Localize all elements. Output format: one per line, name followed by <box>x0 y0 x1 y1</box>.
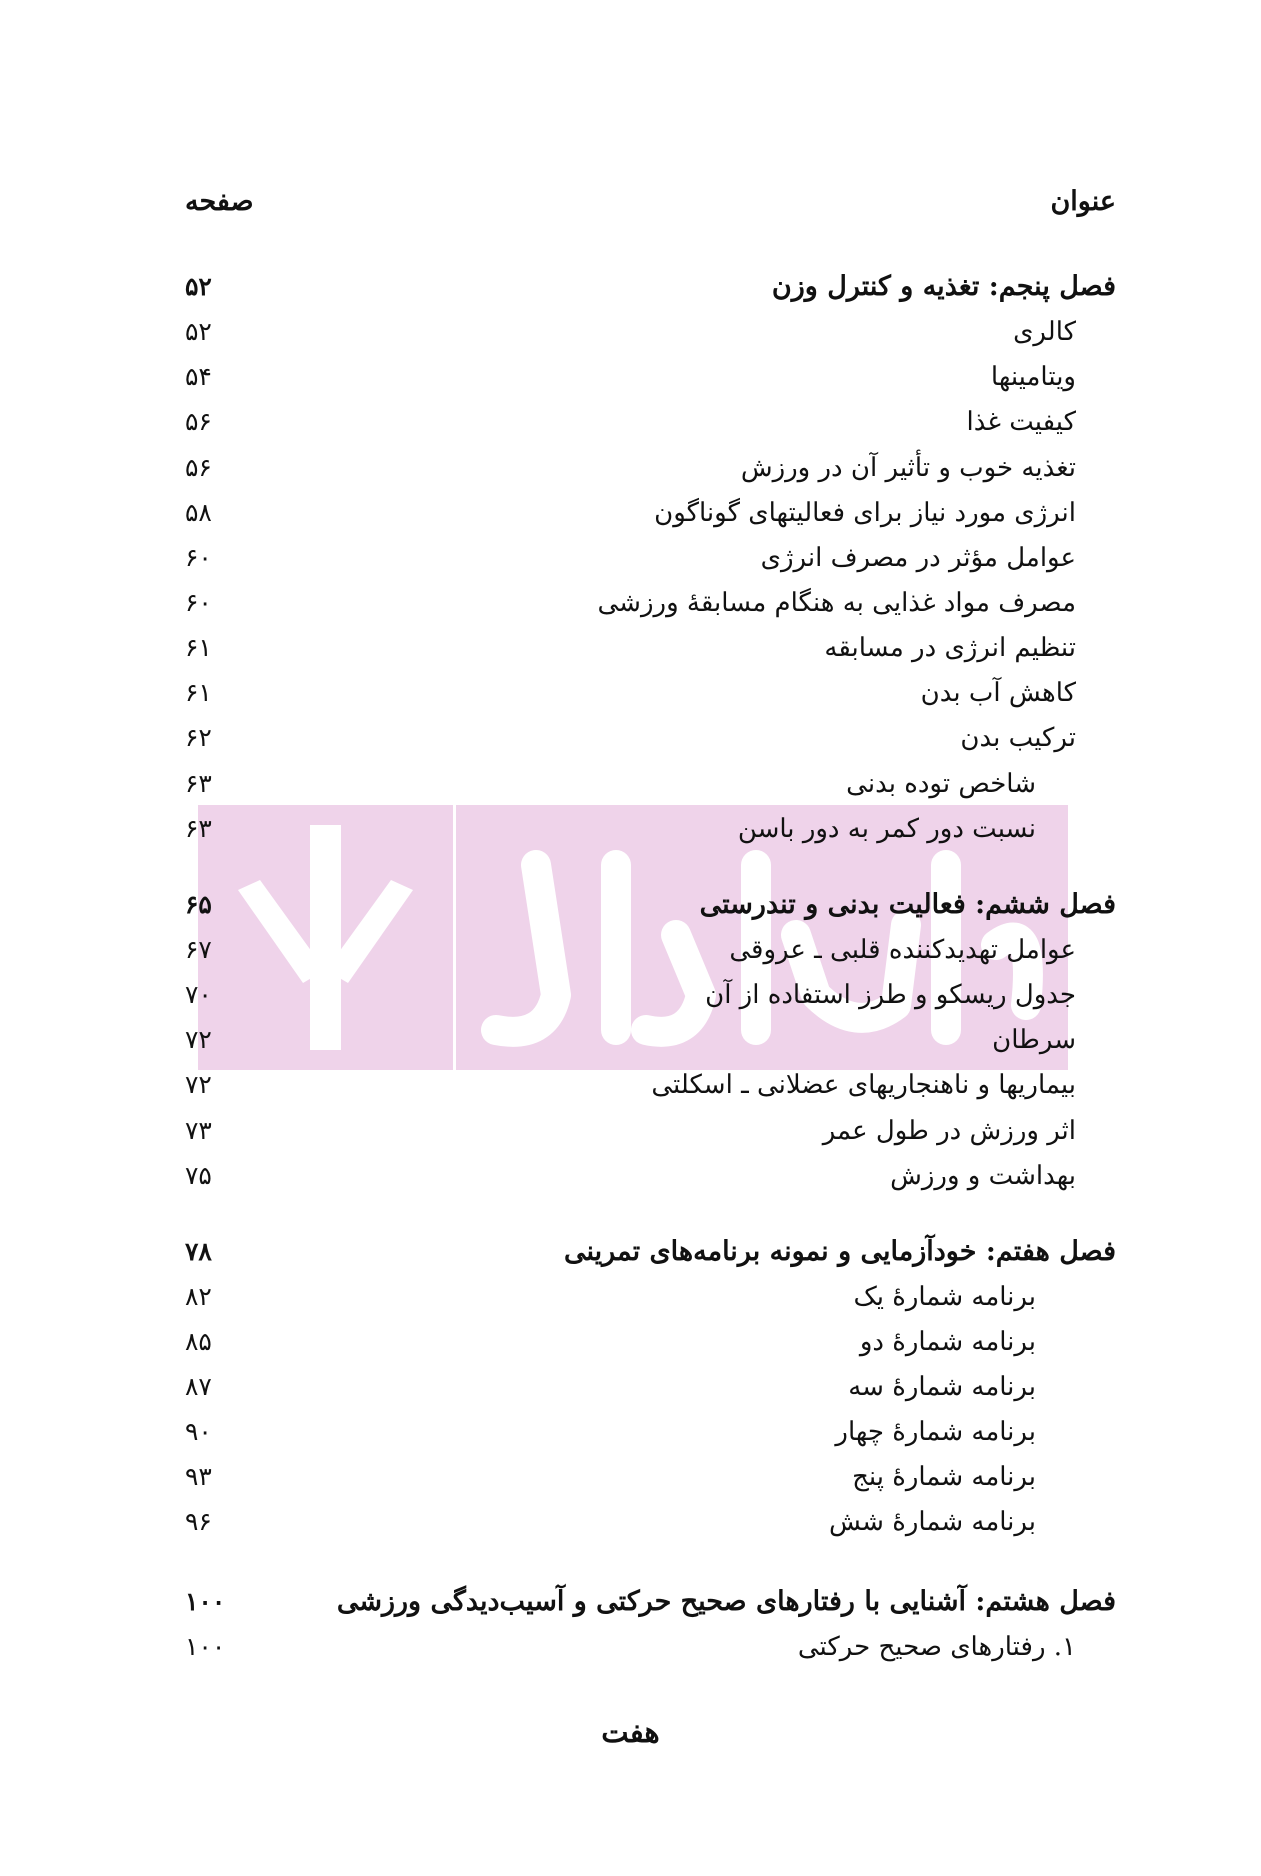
toc-entry-page: ۵۲ <box>185 317 212 346</box>
toc-entry-page: ۹۶ <box>185 1507 212 1536</box>
toc-entry-title: کالری <box>1013 317 1076 347</box>
toc-entry-page: ۷۰ <box>185 980 212 1009</box>
toc-entry-page: ۷۵ <box>185 1161 212 1190</box>
toc-entry-page: ۱۰۰ <box>185 1587 226 1616</box>
toc-entry-row <box>0 716 1261 760</box>
toc-entry-page: ۶۰ <box>185 588 212 617</box>
toc-entry-row <box>0 581 1261 625</box>
toc-chapter-row <box>0 883 1261 927</box>
toc-chapter-row <box>0 1580 1261 1624</box>
toc-entry-row <box>0 536 1261 580</box>
toc-entry-page: ۷۲ <box>185 1070 212 1099</box>
toc-entry-title: تنظیم انرژی در مسابقه <box>824 633 1076 663</box>
toc-entry-page: ۶۱ <box>185 633 212 662</box>
toc-entry-row <box>0 671 1261 715</box>
toc-entry-title: ۱. رفتارهای صحیح حرکتی <box>797 1632 1076 1662</box>
toc-entry-row <box>0 626 1261 670</box>
toc-entry-page: ۵۸ <box>185 498 212 527</box>
toc-entry-title: کیفیت غذا <box>966 407 1076 437</box>
toc-entry-row <box>0 1018 1261 1062</box>
toc-entry-row <box>0 446 1261 490</box>
toc-entry-row <box>0 1275 1261 1319</box>
toc-entry-row <box>0 1154 1261 1198</box>
toc-entry-row <box>0 807 1261 851</box>
page-number-footer: هفت <box>601 1715 660 1749</box>
toc-entry-row <box>0 1320 1261 1364</box>
toc-entry-page: ۹۳ <box>185 1462 212 1491</box>
toc-entry-page: ۵۶ <box>185 453 212 482</box>
toc-entry-title: فصل ششم: فعالیت بدنی و تندرستی <box>699 889 1116 920</box>
toc-chapter-row <box>0 265 1261 309</box>
toc-entry-title: سرطان <box>992 1025 1076 1055</box>
toc-entry-title: برنامه شمارهٔ دو <box>859 1327 1036 1357</box>
toc-entry-page: ۷۸ <box>185 1237 212 1266</box>
toc-entry-title: اثر ورزش در طول عمر <box>822 1116 1076 1146</box>
toc-entry-row <box>0 310 1261 354</box>
toc-entry-page: ۹۰ <box>185 1417 212 1446</box>
toc-entry-page: ۷۲ <box>185 1025 212 1054</box>
toc-entry-row <box>0 973 1261 1017</box>
toc-entry-row <box>0 928 1261 972</box>
toc-entry-page: ۸۵ <box>185 1327 212 1356</box>
toc-entry-title: فصل پنجم: تغذیه و کنترل وزن <box>771 271 1116 302</box>
toc-entry-title: برنامه شمارهٔ شش <box>829 1507 1036 1537</box>
toc-entry-page: ۶۲ <box>185 723 212 752</box>
toc-entry-row <box>0 400 1261 444</box>
toc-entry-row <box>0 1455 1261 1499</box>
toc-entry-title: انرژی مورد نیاز برای فعالیتهای گوناگون <box>654 498 1076 528</box>
toc-entry-row <box>0 1063 1261 1107</box>
toc-entry-page: ۱۰۰ <box>185 1632 226 1661</box>
toc-title-header: عنوان <box>1050 186 1116 217</box>
toc-entry-row <box>0 1109 1261 1153</box>
toc-entry-title: عوامل تهدیدکننده قلبی ـ عروقی <box>729 935 1076 965</box>
toc-entry-title: مصرف مواد غذایی به هنگام مسابقهٔ ورزشی <box>597 588 1076 618</box>
toc-entry-title: بهداشت و ورزش <box>890 1161 1076 1191</box>
toc-entry-page: ۶۳ <box>185 769 212 798</box>
toc-entry-page: ۵۶ <box>185 407 212 436</box>
toc-entry-title: فصل هشتم: آشنایی با رفتارهای صحیح حرکتی و آسیب‌دیدگی ورزشی <box>336 1586 1116 1617</box>
toc-entry-page: ۶۱ <box>185 678 212 707</box>
toc-entry-title: شاخص توده بدنی <box>846 769 1036 799</box>
toc-entry-title: نسبت دور کمر به دور باسن <box>737 814 1036 844</box>
toc-entry-page: ۵۲ <box>185 272 212 301</box>
toc-entry-row <box>0 491 1261 535</box>
toc-entry-page: ۷۳ <box>185 1116 212 1145</box>
toc-entry-title: بیماریها و ناهنجاریهای عضلانی ـ اسکلتی <box>651 1070 1076 1100</box>
toc-entry-row <box>0 1365 1261 1409</box>
toc-chapter-row <box>0 1230 1261 1274</box>
toc-entry-title: برنامه شمارهٔ یک <box>853 1282 1036 1312</box>
toc-entry-page: ۸۷ <box>185 1372 212 1401</box>
toc-entry-row <box>0 1410 1261 1454</box>
toc-entry-title: عوامل مؤثر در مصرف انرژی <box>760 543 1076 573</box>
toc-entry-row <box>0 762 1261 806</box>
toc-entry-page: ۶۵ <box>185 890 212 919</box>
toc-entry-title: ویتامینها <box>990 362 1076 392</box>
toc-entry-row <box>0 1625 1261 1669</box>
toc-entry-page: ۶۷ <box>185 935 212 964</box>
toc-entry-title: برنامه شمارهٔ سه <box>848 1372 1036 1402</box>
toc-entry-row <box>0 1500 1261 1544</box>
toc-entry-title: جدول ریسکو و طرز استفاده از آن <box>705 980 1076 1010</box>
toc-entry-page: ۶۰ <box>185 543 212 572</box>
toc-entry-row <box>0 355 1261 399</box>
toc-entry-title: فصل هفتم: خودآزمایی و نمونه برنامه‌های تمرینی <box>563 1236 1116 1267</box>
toc-entry-title: تغذیه خوب و تأثیر آن در ورزش <box>740 453 1076 483</box>
toc-entry-page: ۶۳ <box>185 814 212 843</box>
toc-entry-page: ۵۴ <box>185 362 212 391</box>
toc-page-header: صفحه <box>185 186 254 217</box>
toc-entry-page: ۸۲ <box>185 1282 212 1311</box>
toc-entry-title: برنامه شمارهٔ چهار <box>835 1417 1036 1447</box>
toc-entry-title: برنامه شمارهٔ پنج <box>852 1462 1036 1492</box>
toc-entry-title: کاهش آب بدن <box>920 678 1076 708</box>
toc-entry-title: ترکیب بدن <box>960 723 1076 753</box>
